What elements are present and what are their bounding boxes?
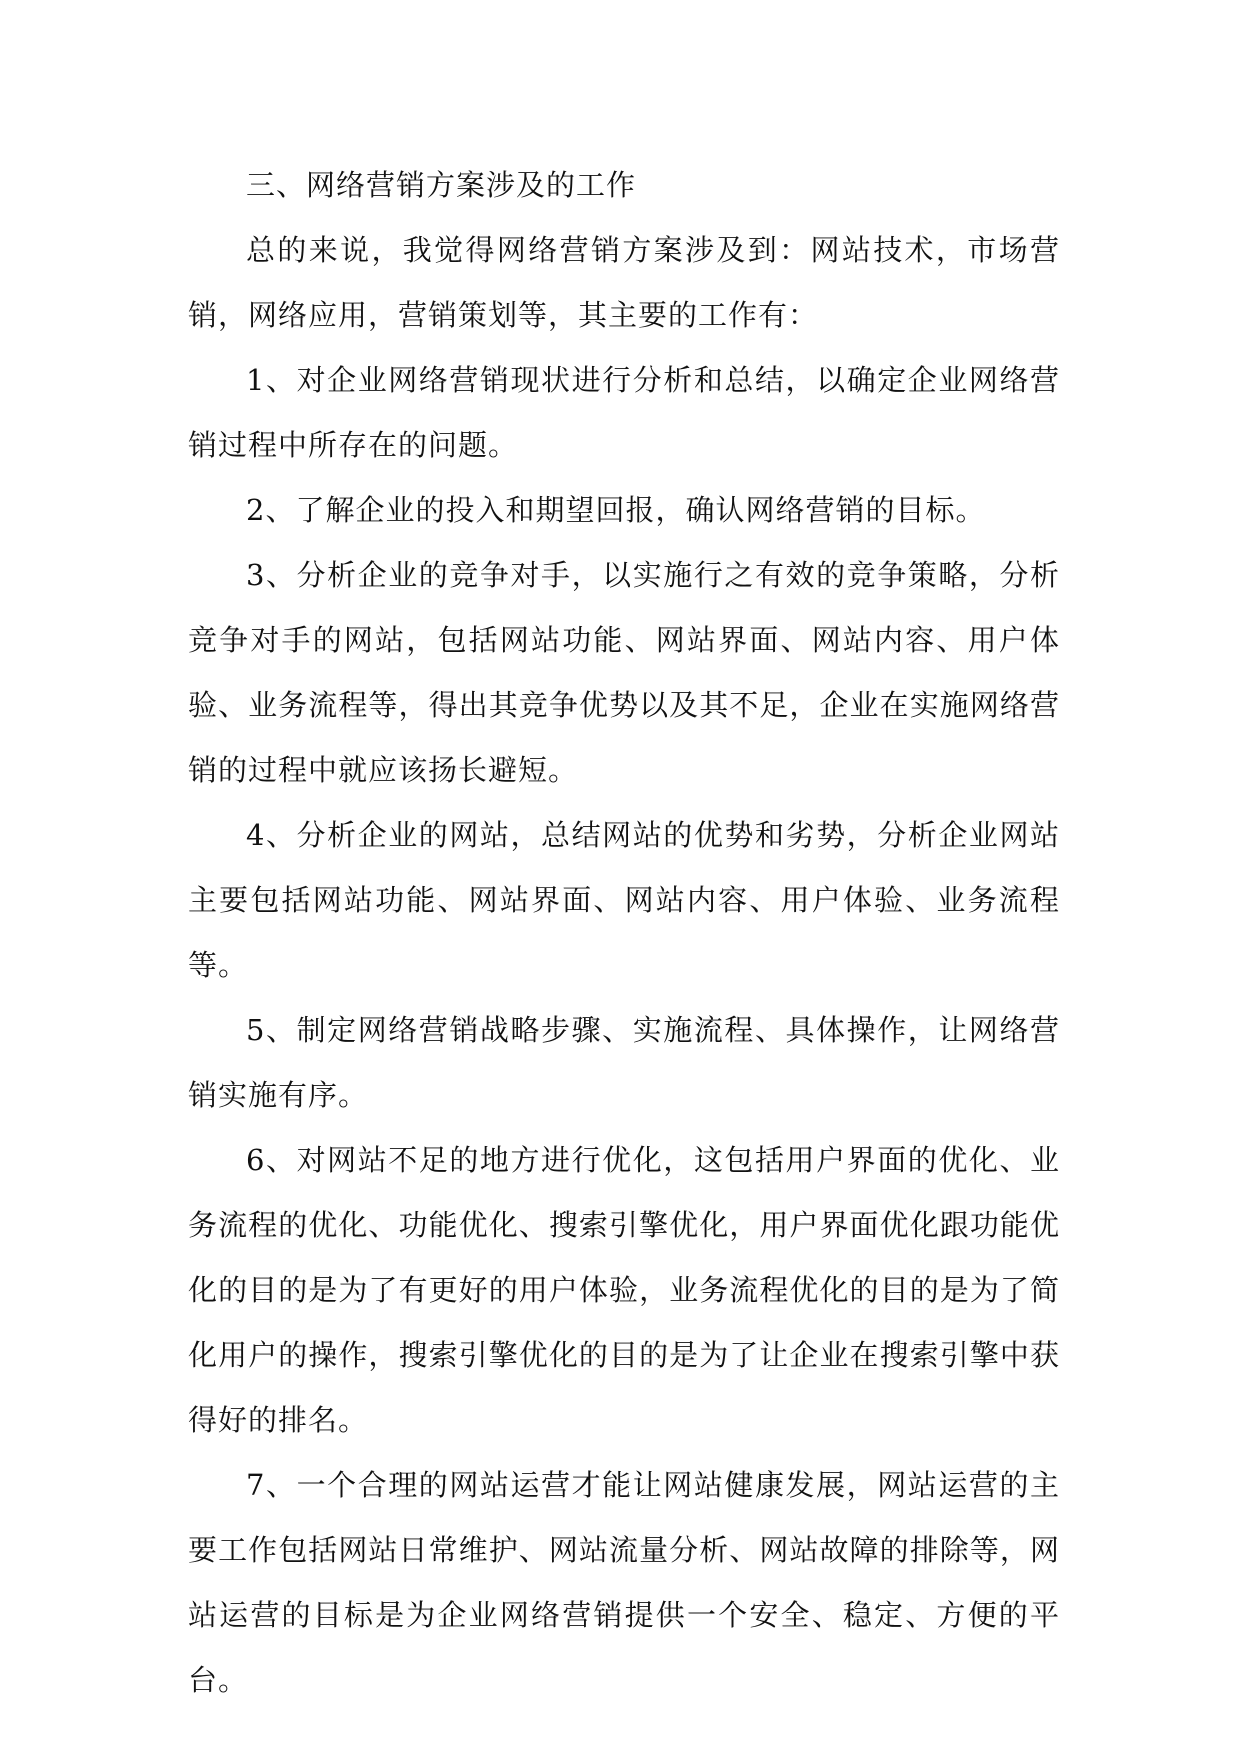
list-item: 5、制定网络营销战略步骤、实施流程、具体操作，让网络营销实施有序。 <box>188 1013 1060 1112</box>
intro-paragraph: 总的来说，我觉得网络营销方案涉及到：网站技术，市场营销，网络应用，营销策划等，其主要的工作有： <box>188 233 1060 332</box>
list-item: 1、对企业网络营销现状进行分析和总结，以确定企业网络营销过程中所存在的问题。 <box>188 363 1060 462</box>
list-item: 7、一个合理的网站运营才能让网站健康发展，网站运营的主要工作包括网站日常维护、网站流量分析、网站故障的排除等，网站运营的目标是为企业网络营销提供一个安全、稳定、方便的平台。 <box>188 1468 1060 1697</box>
list-item: 2、了解企业的投入和期望回报，确认网络营销的目标。 <box>246 493 986 527</box>
document-body <box>188 153 1060 1713</box>
list-item: 3、分析企业的竞争对手，以实施行之有效的竞争策略，分析竞争对手的网站，包括网站功能、网站界面、网站内容、用户体验、业务流程等，得出其竞争优势以及其不足，企业在实施网络营销的过程中就应该扬长避短。 <box>188 558 1060 787</box>
section-heading: 三、网络营销方案涉及的工作 <box>246 168 637 202</box>
list-item: 4、分析企业的网站，总结网站的优势和劣势，分析企业网站主要包括网站功能、网站界面、网站内容、用户体验、业务流程等。 <box>188 818 1060 982</box>
list-item: 6、对网站不足的地方进行优化，这包括用户界面的优化、业务流程的优化、功能优化、搜索引擎优化，用户界面优化跟功能优化的目的是为了有更好的用户体验，业务流程优化的目的是为了简化用户的操作，搜索引擎优化的目的是为了让企业在搜索引擎中获得好的排名。 <box>188 1143 1060 1437</box>
